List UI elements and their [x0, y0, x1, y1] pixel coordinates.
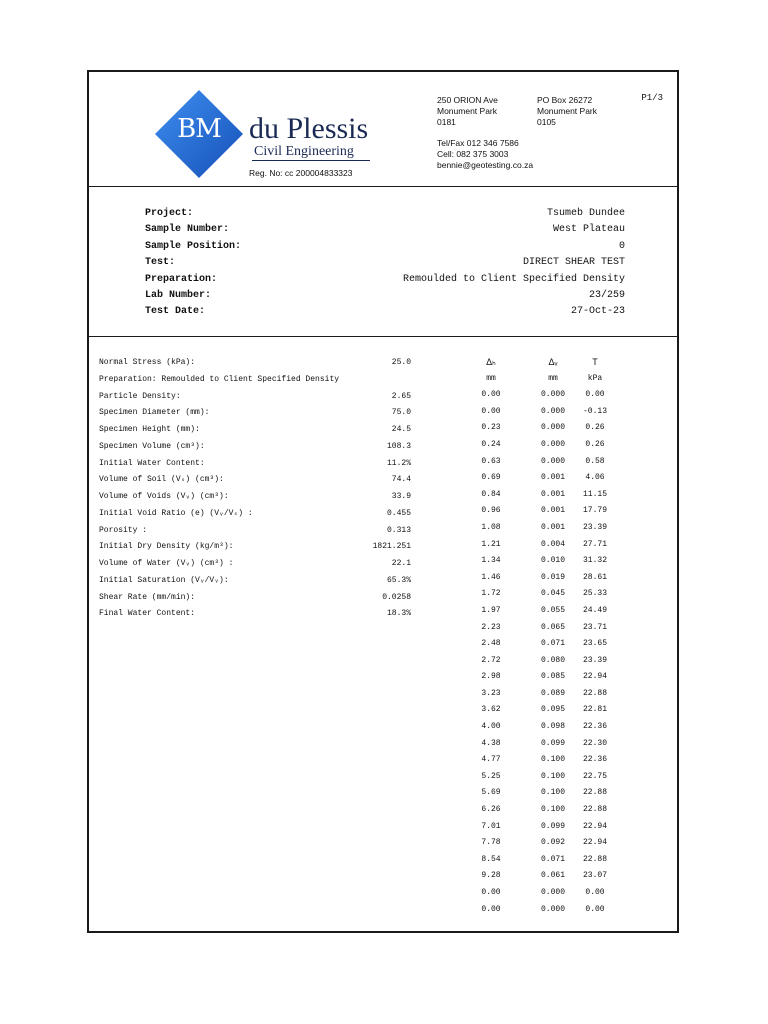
test-parameters	[99, 355, 411, 623]
table-cell: 0.001	[540, 506, 565, 516]
table-row	[475, 902, 613, 919]
company-name: du Plessis	[249, 112, 369, 145]
parameter-value: 11.2%	[386, 458, 411, 468]
project-row: Project: Tsumeb Dundee	[145, 208, 625, 219]
table-cell: 0.080	[540, 655, 565, 665]
project-row: Preparation: Remoulded to Client Specified Density	[145, 273, 625, 285]
project-row: Lab Number: 23/259	[145, 289, 625, 301]
table-row	[475, 620, 613, 637]
table-cell: 0.099	[540, 821, 565, 831]
table-row	[475, 686, 613, 703]
logo-text: BM	[177, 114, 221, 144]
project-info	[145, 206, 625, 321]
table-cell: 4.06	[585, 473, 605, 483]
table-row	[475, 653, 613, 670]
parameter-label: Initial Void Ratio (e) (Vᵥ/Vₛ) :	[99, 508, 253, 518]
parameter-label: Specimen Diameter (mm):	[99, 408, 210, 418]
parameter-row	[99, 456, 411, 473]
table-row	[475, 387, 613, 404]
table-row	[475, 454, 613, 471]
column-header: Δᵥ	[548, 357, 558, 367]
table-cell: 5.69	[481, 788, 501, 798]
table-cell: 0.100	[540, 771, 565, 781]
parameter-row	[99, 606, 411, 623]
table-cell: 4.77	[481, 755, 501, 765]
table-row	[475, 636, 613, 653]
table-row	[475, 669, 613, 686]
table-cell: 0.095	[540, 705, 565, 715]
parameter-value: 74.4	[391, 475, 411, 485]
brand-underline	[252, 160, 370, 161]
table-cell: 3.62	[481, 705, 501, 715]
table-cell: 0.010	[540, 556, 565, 566]
table-cell: 2.72	[481, 655, 501, 665]
table-cell: 0.045	[540, 589, 565, 599]
parameter-value: 22.1	[391, 559, 411, 568]
parameter-row	[99, 489, 411, 506]
table-cell: 28.61	[582, 572, 607, 582]
parameter-value: 0.455	[386, 508, 411, 518]
table-cell: 11.15	[582, 489, 607, 499]
table-cell: 0.63	[481, 456, 501, 466]
parameter-row	[99, 590, 411, 607]
table-cell: 0.089	[540, 688, 565, 698]
postal-address: PO Box 26272 Monument Park 0105	[537, 95, 597, 127]
parameter-value: 108.3	[386, 441, 411, 451]
table-cell: 0.065	[540, 622, 565, 632]
table-cell: 23.39	[582, 522, 607, 532]
parameter-row	[99, 556, 411, 573]
table-row	[475, 470, 613, 487]
parameter-value: 33.9	[391, 492, 411, 501]
table-cell: 0.001	[540, 489, 565, 499]
table-cell: 22.94	[582, 838, 607, 848]
table-cell: 2.23	[481, 622, 501, 632]
column-unit: mm	[548, 373, 558, 383]
table-cell: 31.32	[582, 556, 607, 566]
table-row	[475, 503, 613, 520]
table-row	[475, 769, 613, 786]
table-cell: 0.061	[540, 871, 565, 881]
parameter-row	[99, 372, 411, 389]
header-divider	[89, 186, 677, 187]
table-cell: 7.78	[481, 838, 501, 848]
table-cell: 7.01	[481, 821, 501, 831]
parameter-label: Preparation: Remoulded to Client Specified Density	[99, 374, 340, 384]
table-cell: 22.88	[582, 788, 607, 798]
parameter-label: Shear Rate (mm/min):	[99, 592, 196, 602]
table-cell: 0.000	[540, 888, 565, 897]
table-cell: 8.54	[481, 854, 501, 864]
table-cell: 0.071	[540, 854, 565, 864]
project-row: Sample Number: West Plateau	[145, 224, 625, 236]
table-cell: 0.055	[540, 605, 565, 615]
street-address: 250 ORION Ave Monument Park 0181	[437, 95, 498, 127]
table-cell: 22.81	[582, 705, 607, 715]
table-cell: 22.75	[582, 771, 607, 781]
table-cell: 22.88	[582, 854, 607, 864]
table-cell: 0.092	[540, 838, 565, 848]
parameter-row	[99, 539, 411, 556]
table-cell: 2.98	[481, 672, 501, 682]
table-cell: 0.000	[540, 904, 565, 914]
parameter-label: Volume of Soil (Vₛ) (cm³):	[99, 475, 224, 485]
parameter-row	[99, 439, 411, 456]
table-cell: 0.098	[540, 722, 565, 732]
parameter-label: Specimen Height (mm):	[99, 425, 200, 434]
parameter-value: 2.65	[391, 391, 411, 401]
table-cell: 0.00	[481, 888, 501, 897]
table-cell: 23.39	[582, 655, 607, 665]
table-cell: 0.000	[540, 423, 565, 433]
parameter-value: 25.0	[391, 358, 411, 367]
table-cell: 2.48	[481, 639, 501, 649]
table-cell: 0.24	[481, 439, 501, 449]
table-row	[475, 868, 613, 885]
table-cell: 22.94	[582, 821, 607, 831]
parameter-value: 1821.251	[372, 542, 411, 552]
parameter-label: Volume of Water (Vᵥ) (cm³) :	[99, 559, 234, 568]
table-cell: 0.000	[540, 406, 565, 416]
table-cell: 0.96	[481, 506, 501, 516]
table-row	[475, 537, 613, 554]
table-cell: 23.65	[582, 639, 607, 649]
table-cell: 0.099	[540, 738, 565, 748]
table-row	[475, 885, 613, 902]
project-row: Sample Position: 0	[145, 240, 625, 252]
table-cell: 3.23	[481, 688, 501, 698]
table-row	[475, 487, 613, 504]
table-cell: 1.72	[481, 589, 501, 599]
parameter-row	[99, 355, 411, 372]
table-cell: 0.58	[585, 456, 605, 466]
table-row	[475, 719, 613, 736]
table-cell: 0.23	[481, 423, 501, 433]
table-cell: 0.019	[540, 572, 565, 582]
table-cell: 0.84	[481, 489, 501, 499]
table-cell: 0.00	[585, 888, 605, 897]
table-cell: 0.085	[540, 672, 565, 682]
table-cell: 22.36	[582, 755, 607, 765]
project-row: Test: DIRECT SHEAR TEST	[145, 257, 625, 269]
table-row	[475, 570, 613, 587]
table-cell: 0.26	[585, 439, 605, 449]
table-cell: 0.001	[540, 473, 565, 483]
table-cell: 0.00	[481, 406, 501, 416]
table-cell: 1.34	[481, 556, 501, 566]
table-row	[475, 553, 613, 570]
table-row	[475, 819, 613, 836]
parameter-label: Porosity :	[99, 525, 148, 535]
column-unit: kPa	[587, 373, 603, 383]
parameter-row	[99, 422, 411, 439]
table-cell: 0.00	[481, 390, 501, 400]
table-cell: 0.00	[585, 904, 605, 914]
parameter-row	[99, 573, 411, 590]
table-row	[475, 420, 613, 437]
company-subtitle: Civil Engineering	[254, 144, 354, 159]
page-number: P1/3	[641, 93, 663, 103]
parameter-row	[99, 523, 411, 540]
table-cell: 6.26	[481, 805, 501, 815]
column-header: Δₕ	[486, 357, 496, 367]
table-row	[475, 437, 613, 454]
table-row	[475, 603, 613, 620]
parameter-value: 18.3%	[386, 609, 411, 619]
table-cell: 4.38	[481, 738, 501, 748]
table-cell: 5.25	[481, 771, 501, 781]
table-cell: 1.97	[481, 605, 501, 615]
table-cell: 23.07	[582, 871, 607, 881]
table-cell: -0.13	[582, 406, 607, 416]
parameter-value: 0.313	[386, 525, 411, 535]
table-cell: 0.001	[540, 522, 565, 532]
table-cell: 1.21	[481, 539, 501, 549]
parameter-label: Initial Water Content:	[99, 458, 205, 468]
parameter-row	[99, 389, 411, 406]
table-cell: 22.36	[582, 722, 607, 732]
table-cell: 0.000	[540, 439, 565, 449]
table-cell: 9.28	[481, 871, 501, 881]
table-row	[475, 736, 613, 753]
parameter-label: Specimen Volume (cm³):	[99, 441, 205, 451]
table-cell: 0.00	[481, 904, 501, 914]
parameter-value: 75.0	[391, 408, 411, 418]
parameter-row	[99, 405, 411, 422]
table-cell: 4.00	[481, 722, 501, 732]
table-row	[475, 785, 613, 802]
registration-number: Reg. No: cc 200004833323	[249, 168, 353, 178]
table-cell: 0.00	[585, 390, 605, 400]
table-cell: 22.88	[582, 688, 607, 698]
contact-details: Tel/Fax 012 346 7586 Cell: 082 375 3003 bennie@geotesting.co.za	[437, 138, 534, 170]
table-row	[475, 702, 613, 719]
table-row	[475, 752, 613, 769]
table-cell: 1.08	[481, 522, 501, 532]
table-row	[475, 852, 613, 869]
table-units	[475, 371, 613, 388]
table-cell: 1.46	[481, 572, 501, 582]
project-row: Test Date: 27-Oct-23	[145, 306, 625, 318]
column-unit: mm	[486, 373, 496, 383]
table-cell: 24.49	[582, 605, 607, 615]
table-header	[475, 354, 613, 371]
parameter-row	[99, 506, 411, 523]
shear-data-table	[475, 354, 613, 918]
table-cell: 0.071	[540, 639, 565, 649]
parameter-label: Final Water Content:	[99, 609, 196, 619]
column-header: T	[592, 357, 598, 367]
table-cell: 22.94	[582, 672, 607, 682]
parameter-label: Volume of Voids (Vᵥ) (cm³):	[99, 492, 229, 501]
parameter-label: Particle Density:	[99, 391, 181, 401]
table-cell: 22.88	[582, 805, 607, 815]
table-cell: 17.79	[582, 506, 607, 516]
table-cell: 0.26	[585, 423, 605, 433]
parameter-row	[99, 472, 411, 489]
table-cell: 0.100	[540, 805, 565, 815]
table-row	[475, 404, 613, 421]
table-cell: 0.100	[540, 788, 565, 798]
table-cell: 0.004	[540, 539, 565, 549]
table-cell: 23.71	[582, 622, 607, 632]
project-divider	[89, 336, 677, 337]
table-cell: 22.30	[582, 738, 607, 748]
table-row	[475, 520, 613, 537]
table-cell: 0.100	[540, 755, 565, 765]
report-frame	[87, 70, 679, 933]
table-row	[475, 835, 613, 852]
table-cell: 0.000	[540, 390, 565, 400]
parameter-label: Initial Dry Density (kg/m³):	[99, 542, 234, 552]
table-cell: 0.000	[540, 456, 565, 466]
parameter-value: 65.3%	[386, 575, 411, 585]
parameter-value: 24.5	[391, 425, 411, 434]
table-cell: 27.71	[582, 539, 607, 549]
parameter-label: Normal Stress (kPa):	[99, 358, 196, 367]
table-row	[475, 802, 613, 819]
table-row	[475, 586, 613, 603]
parameter-value: 0.0258	[382, 592, 411, 602]
parameter-label: Initial Saturation (Vᵥ/Vᵥ):	[99, 575, 229, 585]
table-cell: 0.69	[481, 473, 501, 483]
table-cell: 25.33	[582, 589, 607, 599]
